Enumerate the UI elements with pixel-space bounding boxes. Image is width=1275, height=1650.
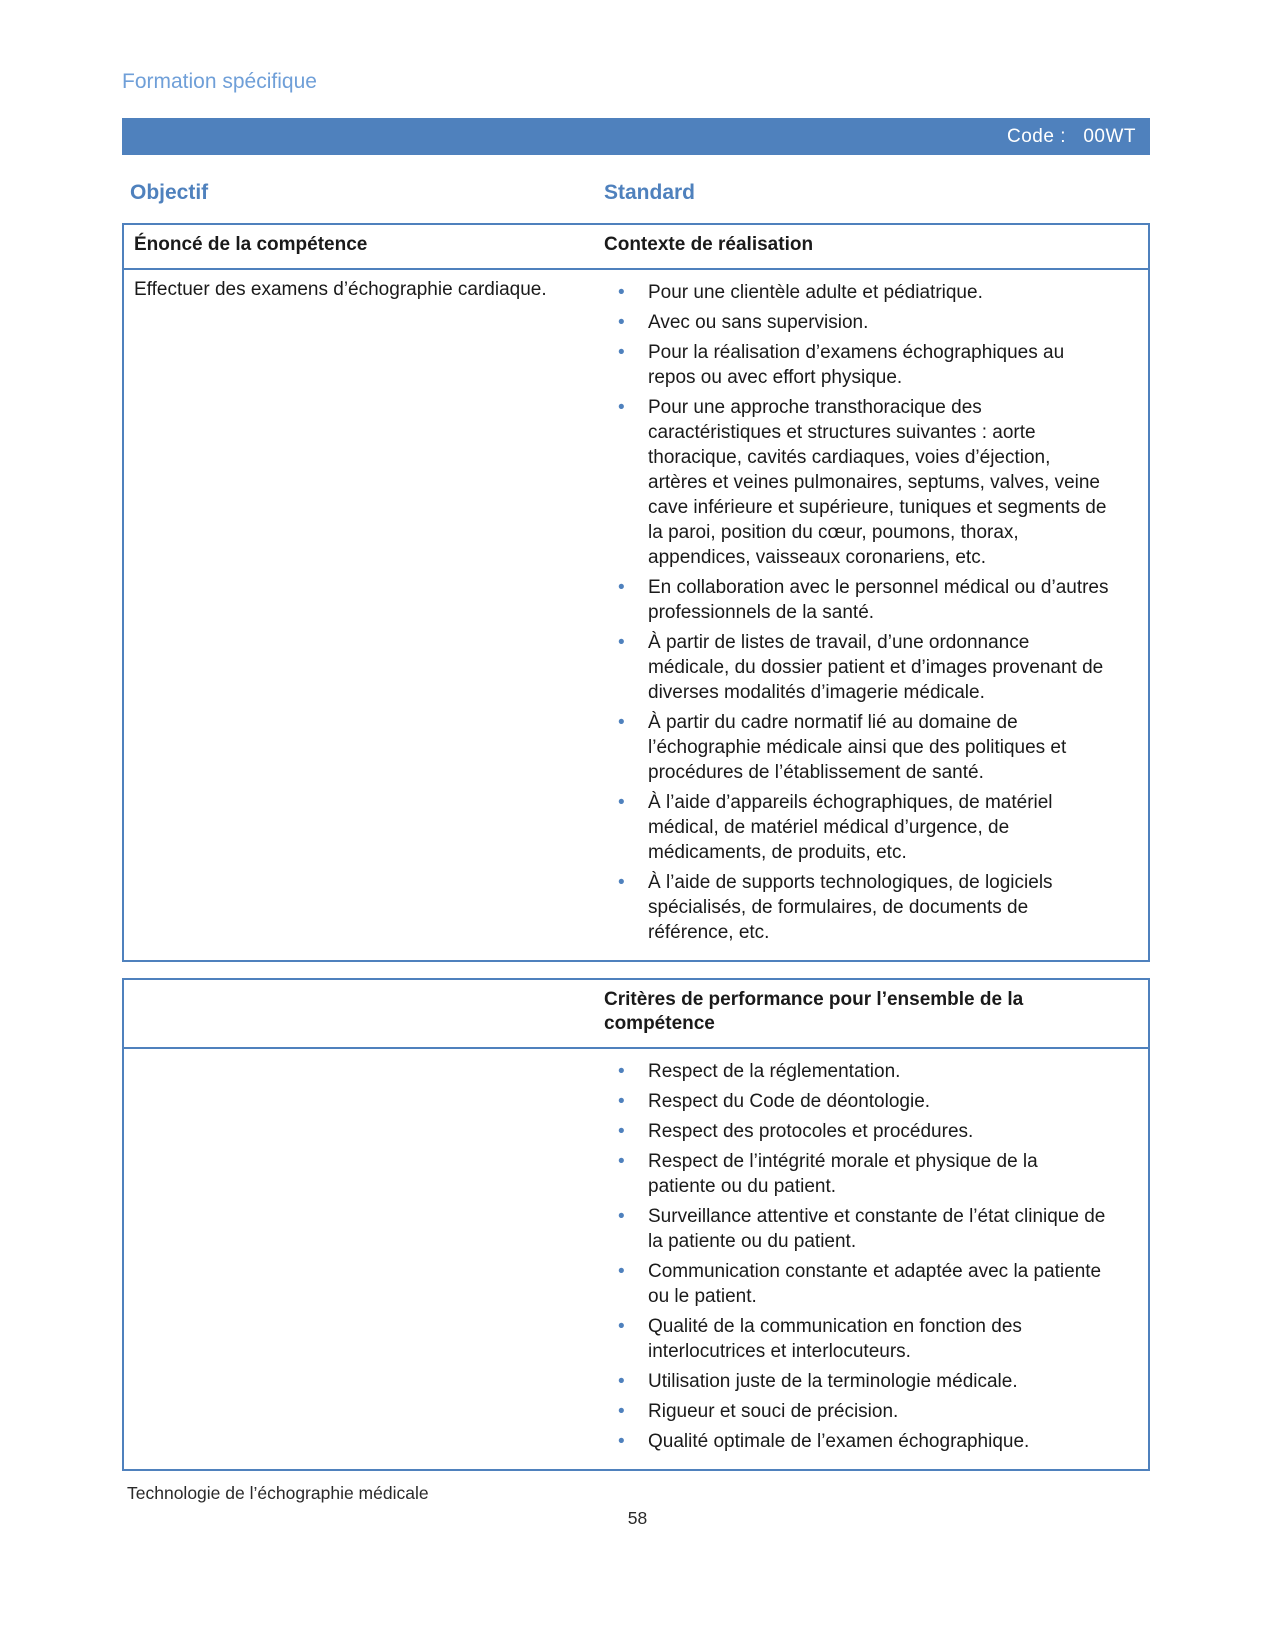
criteria-item: • Qualité de la communication en fonction des interlocutrices et interlocuteurs. [648,1314,1110,1364]
objectif-heading: Objectif [130,181,209,204]
context-cell [588,270,1148,960]
criteria-item: • Communication constante et adaptée avec la patiente ou le patient. [648,1259,1110,1309]
criteria-item: • Respect de la réglementation. [648,1059,1110,1084]
context-item: • Pour une approche transthoracique des caractéristiques et structures suivantes : aorte thoracique, cavités cardiaques, voies d’éjection, artères et veines pulmonaires, septums, valves, veine cave inférieure et supérieure, tuniques et segments de la paroi, position du cœur, poumons, thorax, appendices, vaisseaux coronariens, etc. [648,395,1110,570]
column-headings [122,181,1150,205]
context-item: • À partir du cadre normatif lié au domaine de l’échographie médicale ainsi que des politiques et procédures de l’établissement de santé. [648,710,1110,785]
criteria-body-empty-cell [124,1049,588,1469]
criteria-cell [588,1049,1148,1469]
competence-statement: Effectuer des examens d’échographie cardiaque. [134,278,547,300]
competence-table-body-row [124,270,1148,960]
context-item: • Avec ou sans supervision. [648,310,1110,335]
context-list [604,280,1110,945]
footer-title: Technologie de l’échographie médicale [127,1483,429,1503]
enonce-competence-header: Énoncé de la compétence [134,234,368,255]
criteria-header: Critères de performance pour l’ensemble de la compétence [604,988,1024,1035]
criteria-header-cell [588,980,1148,1047]
criteria-item: • Rigueur et souci de précision. [648,1399,1110,1424]
code-bar [122,118,1150,155]
context-item: • Pour une clientèle adulte et pédiatrique. [648,280,1110,305]
criteria-table-header-row [124,980,1148,1049]
criteria-header-empty-cell [124,980,588,1047]
criteria-list [604,1059,1110,1454]
criteria-item: • Respect des protocoles et procédures. [648,1119,1110,1144]
competence-table [122,223,1150,962]
criteria-item: • Qualité optimale de l’examen échographique. [648,1429,1110,1454]
page-content [122,0,1150,1471]
criteria-item: • Surveillance attentive et constante de l’état clinique de la patiente ou du patient. [648,1204,1110,1254]
criteria-table-body-row [124,1049,1148,1469]
contexte-realisation-header: Contexte de réalisation [604,234,814,255]
running-head: Formation spécifique [122,70,317,93]
context-item: • En collaboration avec le personnel médical ou d’autres professionnels de la santé. [648,575,1110,625]
competence-table-header-row [124,225,1148,270]
context-item: • À partir de listes de travail, d’une ordonnance médicale, du dossier patient et d’images provenant de diverses modalités d’imagerie médicale. [648,630,1110,705]
context-item: • À l’aide de supports technologiques, de logiciels spécialisés, de formulaires, de documents de référence, etc. [648,870,1110,945]
context-item: • Pour la réalisation d’examens échographiques au repos ou avec effort physique. [648,340,1110,390]
page-number: 58 [627,1508,648,1528]
criteria-item: • Utilisation juste de la terminologie médicale. [648,1369,1110,1394]
context-item: • À l’aide d’appareils échographiques, de matériel médical, de matériel médical d’urgence, de médicaments, de produits, etc. [648,790,1110,865]
criteria-item: • Respect du Code de déontologie. [648,1089,1110,1114]
code-label: Code : 00WT [1007,125,1136,147]
criteria-item: • Respect de l’intégrité morale et physique de la patiente ou du patient. [648,1149,1110,1199]
standard-heading: Standard [604,181,696,204]
criteria-table [122,978,1150,1471]
